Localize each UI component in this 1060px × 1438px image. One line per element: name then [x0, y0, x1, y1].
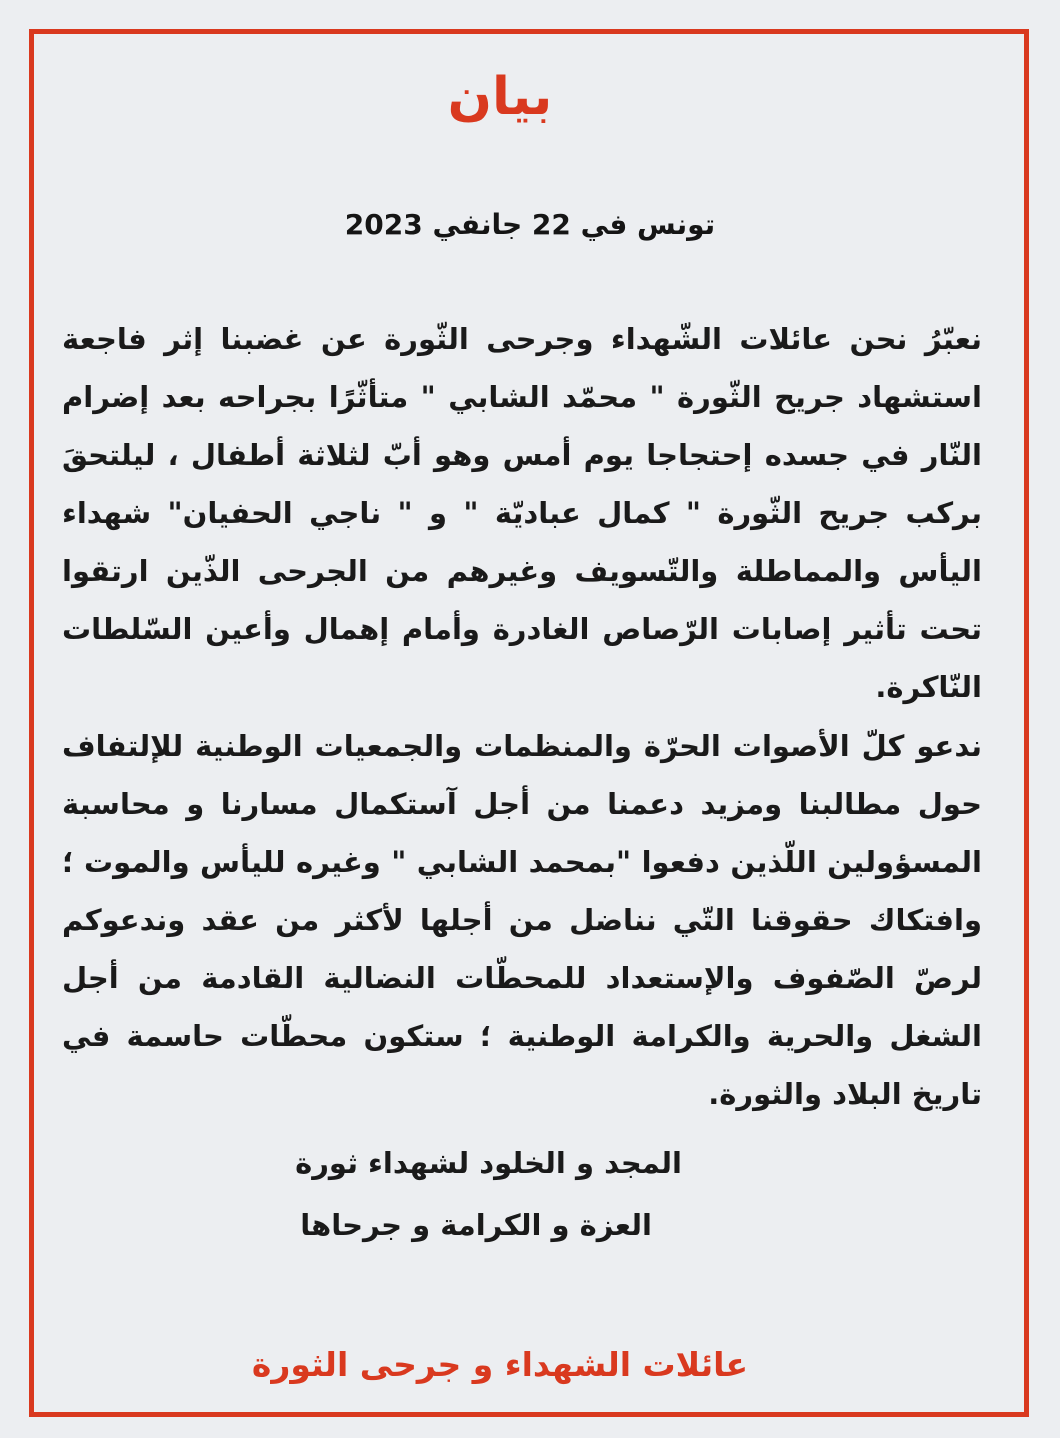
- statement-paragraph-1: نعبّرُ نحن عائلات الشّهداء وجرحى الثّورة عن غضبنا إثر فاجعة استشهاد جريح الثّورة " محمّد الشابي " متأثّرًا بجراحه بعد إضرام النّار في جسده إحتجاجا يوم أمس وهو أبّ لثلاثة أطفال ، ليلتحقَ بركب جريح الثّورة " كمال عباديّة " و " ناجي الحفيان" شهداء اليأس والمماطلة والتّسويف وغيرهم من الجرحى الذّين ارتقوا تحت تأثير إصابات الرّصاص الغادرة وأمام إهمال وأعين السّلطات النّاكرة.: [62, 322, 982, 704]
- date-line: تونس في 22 جانفي 2023: [344, 208, 716, 241]
- slogan-wounded: العزة و الكرامة و جرحاها: [300, 1208, 652, 1242]
- statement-title: بيان: [447, 67, 553, 127]
- signature: عائلات الشهداء و جرحى الثورة: [251, 1345, 749, 1384]
- statement-paragraph-2: ندعو كلّ الأصوات الحرّة والمنظمات والجمعيات الوطنية للإلتفاف حول مطالبنا ومزيد دعمنا من أجل آستكمال مسارنا و محاسبة المسؤولين اللّذين دفعوا "بمحمد الشابي " وغيره لليأس والموت ؛ وافتكاك حقوقنا التّي نناضل من أجلها لأكثر من عقد وندعوكم لرصّ الصّفوف والإستعداد للمحطّات النضالية القادمة من أجل الشغل والحرية والكرامة الوطنية ؛ ستكون محطّات حاسمة في تاريخ البلاد والثورة.: [62, 729, 982, 1111]
- slogan-martyrs: المجد و الخلود لشهداء ثورة: [295, 1146, 682, 1180]
